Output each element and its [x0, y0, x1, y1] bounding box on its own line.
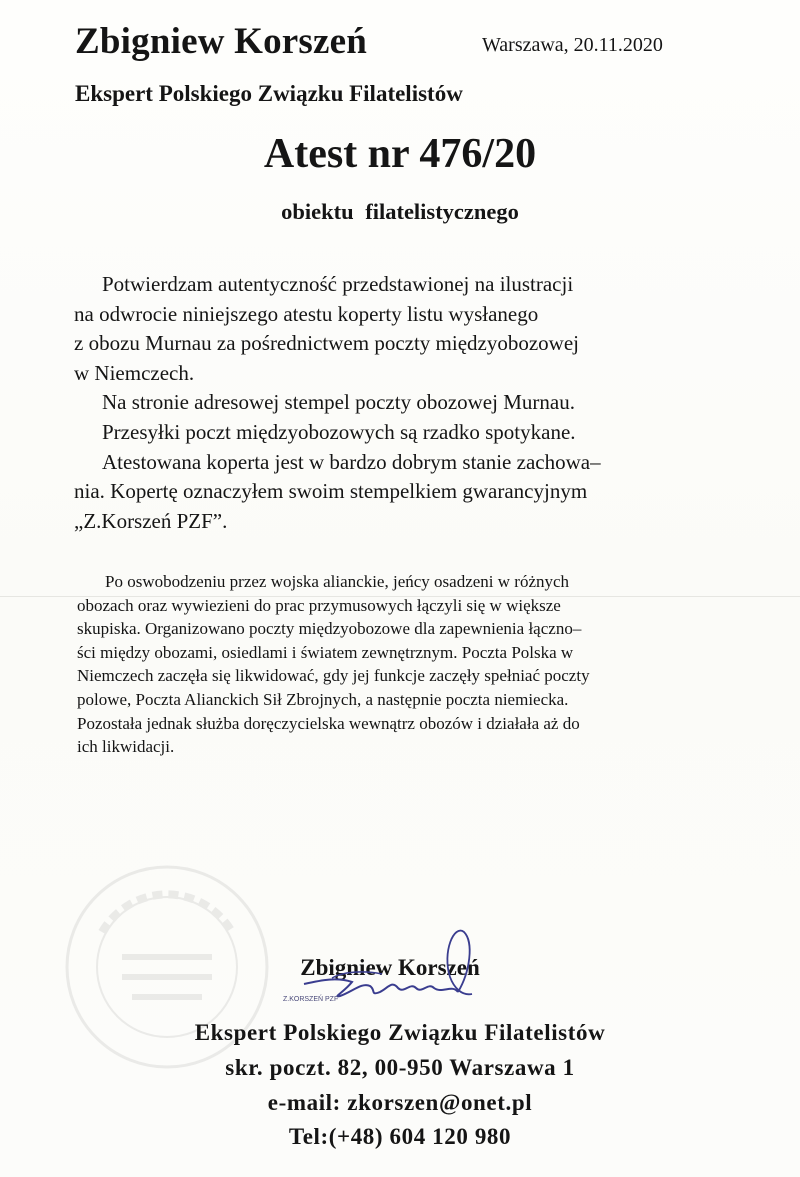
body-line: Potwierdzam autentyczność przedstawionej na ilustracji	[102, 272, 574, 296]
certificate-body	[74, 270, 754, 536]
guarantee-stamp: Z.KORSZEŃ PZF	[283, 996, 339, 1003]
body-line: Przesyłki poczt międzyobozowych są rzadko spotykane.	[102, 419, 576, 444]
body-line: „Z.Korszeń PZF”.	[74, 508, 228, 533]
body-line: z obozu Murnau za pośrednictwem poczty międzyobozowej	[74, 331, 579, 356]
note-line: Po oswobodzeniu przez wojska alianckie, jeńcy osadzeni w różnych	[105, 572, 570, 591]
note-line: polowe, Poczta Alianckich Sił Zbrojnych, a następnie poczta niemiecka.	[77, 689, 569, 709]
body-line: w Niemczech.	[74, 360, 195, 385]
body-line: na odwrocie niniejszego atestu koperty listu wysłanego	[74, 301, 539, 326]
header-date: Warszawa, 20.11.2020	[482, 34, 663, 56]
signatory-name: Zbigniew Korszeń	[300, 955, 480, 980]
certificate-subtitle: obiektu filatelistycznego	[281, 199, 519, 224]
footer-line-address: skr. poczt. 82, 00-950 Warszawa 1	[225, 1055, 575, 1080]
note-line: ich likwidacji.	[77, 737, 175, 757]
header-subtitle: Ekspert Polskiego Związku Filatelistów	[75, 81, 463, 106]
note-line: Niemczech zaczęła się likwidować, gdy jej funkcje zaczęły spełniać poczty	[77, 666, 590, 686]
footer-line-email: e-mail: zkorszen@onet.pl	[267, 1090, 533, 1115]
certificate-title: Atest nr 476/20	[263, 131, 537, 177]
note-line: Pozostała jednak służba doręczycielska wewnątrz obozów i działała aż do	[77, 713, 580, 733]
note-line: skupiska. Organizowano poczty międzyobozowe dla zapewnienia łączno–	[77, 619, 582, 639]
header-name: Zbigniew Korszeń	[75, 21, 368, 62]
body-line: nia. Kopertę oznaczyłem swoim stempelkiem gwarancyjnym	[74, 479, 588, 504]
body-line: Na stronie adresowej stempel poczty obozowej Murnau.	[102, 390, 575, 415]
footer-line-phone: Tel:(+48) 604 120 980	[288, 1124, 512, 1149]
note-line: obozach oraz wywiezieni do prac przymusowych łączyli się w większe	[77, 595, 561, 615]
historical-note	[77, 570, 717, 759]
body-line: Atestowana koperta jest w bardzo dobrym stanie zachowa–	[102, 449, 601, 474]
footer-line-title: Ekspert Polskiego Związku Filatelistów	[194, 1020, 606, 1045]
note-line: ści między obozami, osiedlami i światem zewnętrznym. Poczta Polska w	[77, 642, 574, 662]
